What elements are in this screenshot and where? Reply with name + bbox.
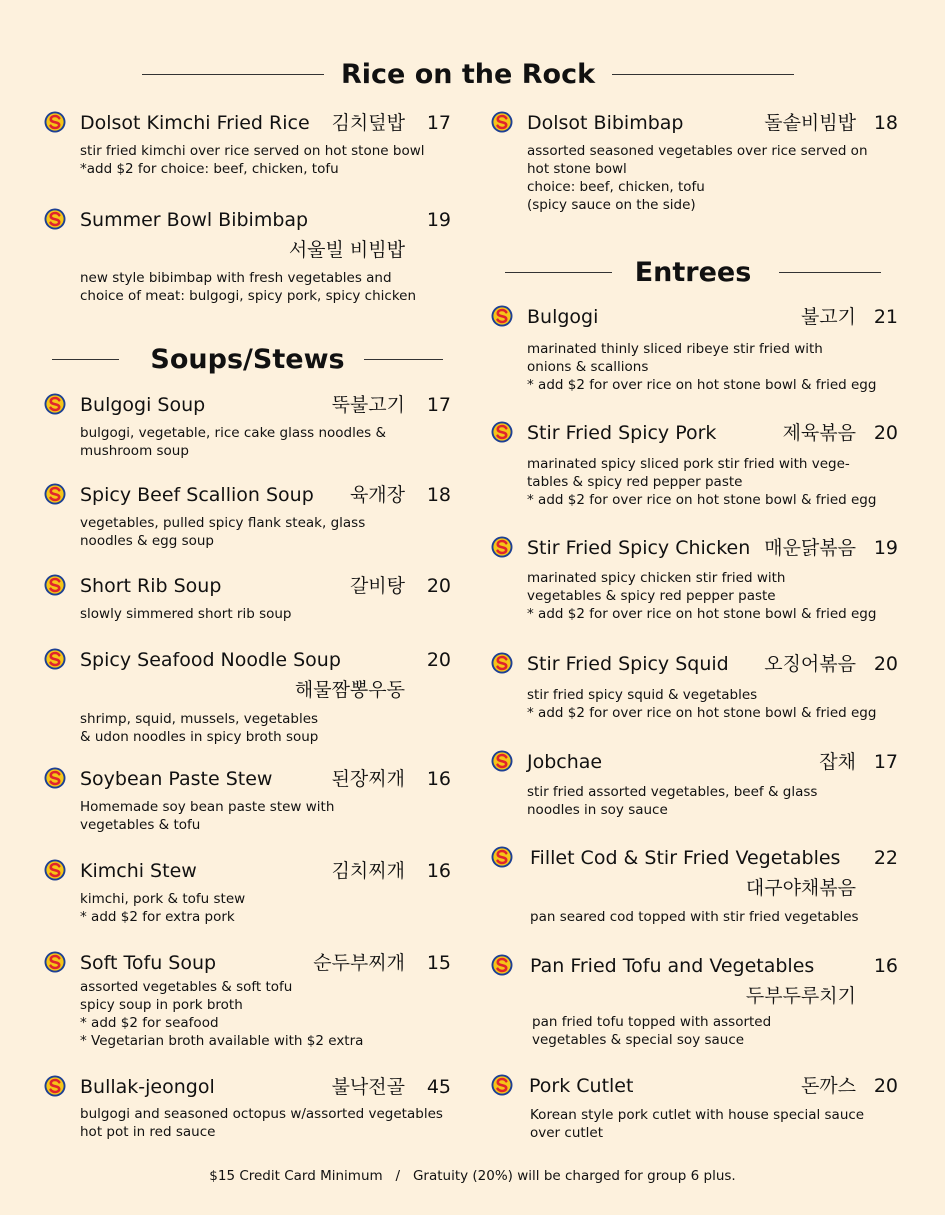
item-name: Dolsot Bibimbap xyxy=(527,112,684,134)
item-description: shrimp, squid, mussels, vegetables & udon noodles in spicy broth soup xyxy=(80,711,319,745)
item-name: Pork Cutlet xyxy=(529,1075,634,1097)
item-name: Bulgogi Soup xyxy=(80,394,206,416)
item-name: Pan Fried Tofu and Vegetables xyxy=(530,955,815,977)
item-price: 19 xyxy=(426,209,451,231)
item-price: 20 xyxy=(873,422,898,444)
item-korean-name: 갈비탕 xyxy=(349,575,405,597)
item-price: 20 xyxy=(873,1075,898,1097)
item-name: Summer Bowl Bibimbap xyxy=(80,209,309,231)
item-name: Short Rib Soup xyxy=(80,575,222,597)
item-description: pan fried tofu topped with assorted vegetables & special soy sauce xyxy=(532,1014,772,1048)
item-price: 17 xyxy=(426,394,451,416)
item-description: stir fried assorted vegetables, beef & glass noodles in soy sauce xyxy=(527,784,818,818)
item-korean-name: 김치덮밥 xyxy=(331,112,405,134)
item-description: bulgogi and seasoned octopus w/assorted vegetables hot pot in red sauce xyxy=(80,1106,443,1140)
item-price: 16 xyxy=(426,768,451,790)
footer-note: $15 Credit Card Minimum / Gratuity (20%) will be charged for group 6 plus. xyxy=(209,1168,736,1184)
item-korean-name: 돈까스 xyxy=(800,1075,856,1097)
item-description: slowly simmered short rib soup xyxy=(80,606,292,622)
item-price: 21 xyxy=(873,306,898,328)
item-price: 18 xyxy=(873,112,898,134)
restaurant-logo-icon xyxy=(491,536,513,558)
item-price: 17 xyxy=(426,112,451,134)
item-name: Stir Fried Spicy Squid xyxy=(527,653,729,675)
restaurant-logo-icon xyxy=(491,111,513,133)
item-description: Korean style pork cutlet with house special sauce over cutlet xyxy=(530,1107,865,1141)
item-price: 15 xyxy=(426,952,451,974)
item-name: Bulgogi xyxy=(527,306,599,328)
item-price: 16 xyxy=(426,860,451,882)
item-korean-name: 해물짬뽕우동 xyxy=(294,679,405,701)
item-name: Bullak-jeongol xyxy=(80,1076,215,1098)
item-price: 20 xyxy=(873,653,898,675)
item-price: 18 xyxy=(426,484,451,506)
item-name: Stir Fried Spicy Pork xyxy=(527,422,717,444)
item-korean-name: 된장찌개 xyxy=(331,768,405,790)
item-description: assorted seasoned vegetables over rice served on hot stone bowl choice: beef, chicken, tofu (spicy sauce on the side) xyxy=(527,143,868,213)
item-korean-name: 불낙전골 xyxy=(331,1076,405,1098)
restaurant-logo-icon xyxy=(44,483,66,505)
item-korean-name: 불고기 xyxy=(800,306,856,328)
restaurant-logo-icon xyxy=(44,767,66,789)
item-korean-name: 매운닭볶음 xyxy=(764,537,856,559)
item-korean-name: 오징어볶음 xyxy=(764,653,856,675)
item-description: pan seared cod topped with stir fried vegetables xyxy=(530,909,859,925)
item-name: Spicy Seafood Noodle Soup xyxy=(80,649,341,671)
restaurant-logo-icon xyxy=(491,954,513,976)
item-name: Soybean Paste Stew xyxy=(80,768,273,790)
section-header-soups xyxy=(52,342,443,378)
item-price: 19 xyxy=(873,537,898,559)
restaurant-logo-icon xyxy=(491,305,513,327)
item-price: 20 xyxy=(426,575,451,597)
item-korean-name: 김치찌개 xyxy=(331,860,405,882)
item-description: marinated spicy sliced pork stir fried with vege- tables & spicy red pepper paste * add $2 for over rice on hot stone bowl & fried egg xyxy=(527,456,877,508)
restaurant-logo-icon xyxy=(44,1075,66,1097)
section-title: Soups/Stews xyxy=(150,344,345,375)
item-korean-name: 순두부찌개 xyxy=(313,952,405,974)
item-price: 17 xyxy=(873,751,898,773)
item-korean-name: 뚝불고기 xyxy=(331,394,405,416)
item-description: bulgogi, vegetable, rice cake glass noodles & mushroom soup xyxy=(80,425,387,459)
item-korean-name: 서울빌 비빔밥 xyxy=(288,239,405,261)
restaurant-logo-icon xyxy=(44,648,66,670)
item-korean-name: 두부두루치기 xyxy=(745,985,856,1007)
item-price: 45 xyxy=(426,1076,451,1098)
restaurant-logo-icon xyxy=(491,846,513,868)
item-name: Kimchi Stew xyxy=(80,860,197,882)
item-korean-name: 육개장 xyxy=(349,484,405,506)
item-price: 22 xyxy=(873,847,898,869)
item-name: Soft Tofu Soup xyxy=(80,952,217,974)
section-header-rice xyxy=(142,57,794,93)
item-description: new style bibimbap with fresh vegetables and choice of meat: bulgogi, spicy pork, spicy chicken xyxy=(80,270,417,304)
item-name: Jobchae xyxy=(527,751,603,773)
item-price: 16 xyxy=(873,955,898,977)
item-description: marinated spicy chicken stir fried with vegetables & spicy red pepper paste * add $2 for over rice on hot stone bowl & fried egg xyxy=(527,570,877,622)
restaurant-logo-icon xyxy=(44,208,66,230)
item-name: Spicy Beef Scallion Soup xyxy=(80,484,314,506)
item-korean-name: 잡채 xyxy=(819,751,856,773)
restaurant-logo-icon xyxy=(491,1074,513,1096)
restaurant-logo-icon xyxy=(44,111,66,133)
item-description: stir fried spicy squid & vegetables * add $2 for over rice on hot stone bowl & fried egg xyxy=(527,687,877,721)
item-name: Stir Fried Spicy Chicken xyxy=(527,537,751,559)
restaurant-logo-icon xyxy=(44,393,66,415)
item-korean-name: 돌솥비빔밥 xyxy=(764,112,856,134)
section-title: Rice on the Rock xyxy=(340,59,596,90)
restaurant-logo-icon xyxy=(491,652,513,674)
item-korean-name: 대구야채볶음 xyxy=(745,877,856,899)
item-description: marinated thinly sliced ribeye stir fried with onions & scallions * add $2 for over rice on hot stone bowl & fried egg xyxy=(527,341,877,393)
item-description: kimchi, pork & tofu stew * add $2 for extra pork xyxy=(80,891,246,925)
item-name: Dolsot Kimchi Fried Rice xyxy=(80,112,310,134)
restaurant-logo-icon xyxy=(44,951,66,973)
item-description: assorted vegetables & soft tofu spicy soup in pork broth * add $2 for seafood * Vegetarian broth available with $2 extra xyxy=(80,979,364,1049)
section-header-entrees xyxy=(505,255,881,291)
item-description: stir fried kimchi over rice served on hot stone bowl *add $2 for choice: beef, chicken, tofu xyxy=(80,143,425,177)
item-price: 20 xyxy=(426,649,451,671)
item-name: Fillet Cod & Stir Fried Vegetables xyxy=(530,847,841,869)
restaurant-logo-icon xyxy=(491,421,513,443)
restaurant-logo-icon xyxy=(44,574,66,596)
restaurant-logo-icon xyxy=(491,750,513,772)
restaurant-logo-icon xyxy=(44,859,66,881)
item-description: Homemade soy bean paste stew with vegetables & tofu xyxy=(80,799,335,833)
item-description: vegetables, pulled spicy flank steak, glass noodles & egg soup xyxy=(80,515,366,549)
section-title: Entrees xyxy=(634,257,752,288)
item-korean-name: 제육볶음 xyxy=(782,422,856,444)
